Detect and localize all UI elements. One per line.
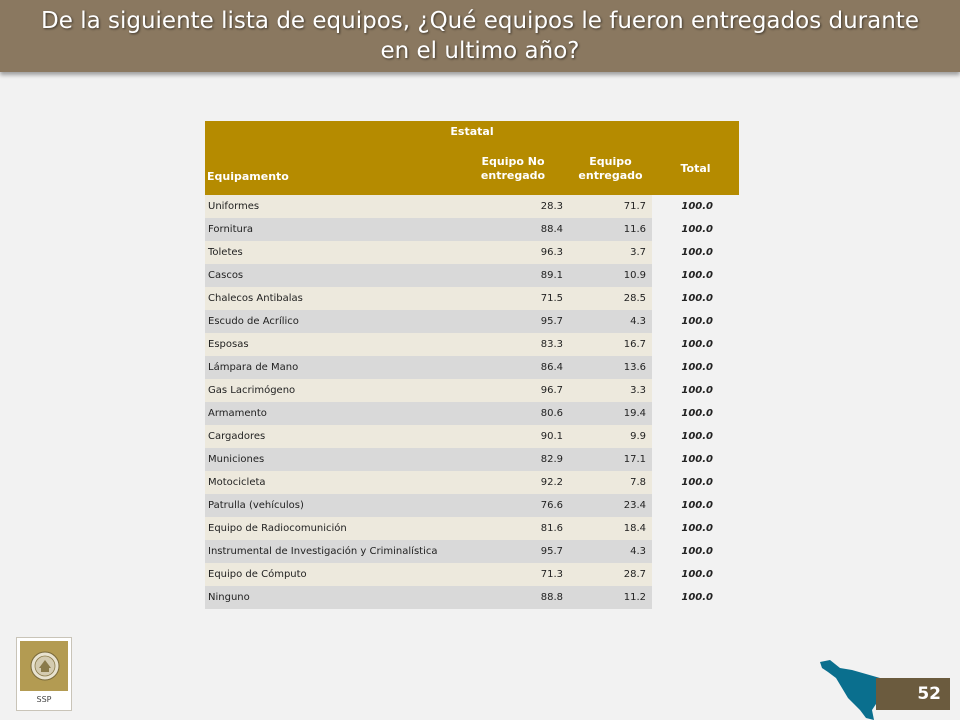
equipment-name-cell: Lámpara de Mano	[205, 356, 457, 379]
no-entregado-cell: 86.4	[457, 356, 569, 379]
equipment-table	[205, 121, 739, 609]
entregado-cell: 4.3	[569, 310, 652, 333]
total-cell: 100.0	[652, 494, 739, 517]
entregado-cell: 3.7	[569, 241, 652, 264]
total-cell: 100.0	[652, 241, 739, 264]
table-row	[205, 586, 739, 609]
no-entregado-cell: 71.5	[457, 287, 569, 310]
total-cell: 100.0	[652, 563, 739, 586]
equipment-name-cell: Gas Lacrimógeno	[205, 379, 457, 402]
entregado-cell: 4.3	[569, 540, 652, 563]
no-entregado-cell: 92.2	[457, 471, 569, 494]
total-cell: 100.0	[652, 195, 739, 218]
logo-label: SSP	[36, 695, 52, 704]
total-cell: 100.0	[652, 540, 739, 563]
table-row	[205, 241, 739, 264]
no-entregado-cell: 82.9	[457, 448, 569, 471]
total-cell: 100.0	[652, 310, 739, 333]
title-bar	[0, 0, 960, 72]
total-cell: 100.0	[652, 333, 739, 356]
total-cell: 100.0	[652, 448, 739, 471]
column-header-entregado: Equipo entregado	[569, 142, 652, 195]
entregado-cell: 13.6	[569, 356, 652, 379]
equipment-name-cell: Fornitura	[205, 218, 457, 241]
equipment-name-cell: Armamento	[205, 402, 457, 425]
no-entregado-cell: 80.6	[457, 402, 569, 425]
no-entregado-cell: 89.1	[457, 264, 569, 287]
equipment-name-cell: Escudo de Acrílico	[205, 310, 457, 333]
table-row	[205, 471, 739, 494]
group-header-estatal: Estatal	[205, 121, 739, 142]
no-entregado-cell: 88.8	[457, 586, 569, 609]
table-row	[205, 494, 739, 517]
no-entregado-cell: 95.7	[457, 310, 569, 333]
equipment-name-cell: Instrumental de Investigación y Criminalística	[205, 540, 457, 563]
entregado-cell: 28.7	[569, 563, 652, 586]
total-cell: 100.0	[652, 402, 739, 425]
slide-title: De la siguiente lista de equipos, ¿Qué equipos le fueron entregados durante en el ultimo año?	[41, 8, 919, 64]
table-row	[205, 264, 739, 287]
page-number: 52	[876, 678, 950, 710]
entregado-cell: 23.4	[569, 494, 652, 517]
table-row	[205, 287, 739, 310]
table-group-header-row	[205, 121, 739, 142]
equipment-name-cell: Toletes	[205, 241, 457, 264]
column-header-total: Total	[652, 142, 739, 195]
no-entregado-cell: 81.6	[457, 517, 569, 540]
entregado-cell: 11.2	[569, 586, 652, 609]
table-row	[205, 425, 739, 448]
entregado-cell: 11.6	[569, 218, 652, 241]
total-cell: 100.0	[652, 517, 739, 540]
table-row	[205, 195, 739, 218]
equipment-name-cell: Equipo de Radiocomunición	[205, 517, 457, 540]
no-entregado-cell: 76.6	[457, 494, 569, 517]
equipment-name-cell: Equipo de Cómputo	[205, 563, 457, 586]
equipment-name-cell: Cascos	[205, 264, 457, 287]
equipment-name-cell: Municiones	[205, 448, 457, 471]
total-cell: 100.0	[652, 356, 739, 379]
table-row	[205, 218, 739, 241]
equipment-name-cell: Motocicleta	[205, 471, 457, 494]
equipment-name-cell: Cargadores	[205, 425, 457, 448]
table-row	[205, 540, 739, 563]
table-row	[205, 356, 739, 379]
entregado-cell: 7.8	[569, 471, 652, 494]
equipment-name-cell: Uniformes	[205, 195, 457, 218]
total-cell: 100.0	[652, 218, 739, 241]
column-header-no-entregado: Equipo No entregado	[457, 142, 569, 195]
entregado-cell: 10.9	[569, 264, 652, 287]
total-cell: 100.0	[652, 264, 739, 287]
entregado-cell: 16.7	[569, 333, 652, 356]
no-entregado-cell: 88.4	[457, 218, 569, 241]
no-entregado-cell: 83.3	[457, 333, 569, 356]
table-body	[205, 195, 739, 609]
table-header-row	[205, 142, 739, 195]
entregado-cell: 71.7	[569, 195, 652, 218]
no-entregado-cell: 28.3	[457, 195, 569, 218]
no-entregado-cell: 95.7	[457, 540, 569, 563]
table-row	[205, 517, 739, 540]
total-cell: 100.0	[652, 379, 739, 402]
entregado-cell: 17.1	[569, 448, 652, 471]
entregado-cell: 28.5	[569, 287, 652, 310]
table-row	[205, 563, 739, 586]
table-row	[205, 379, 739, 402]
entregado-cell: 9.9	[569, 425, 652, 448]
column-header-equipamento: Equipamento	[205, 142, 457, 195]
ssp-logo	[16, 637, 72, 711]
equipment-name-cell: Esposas	[205, 333, 457, 356]
no-entregado-cell: 90.1	[457, 425, 569, 448]
total-cell: 100.0	[652, 425, 739, 448]
logo-emblem-background	[20, 641, 68, 691]
equipment-name-cell: Patrulla (vehículos)	[205, 494, 457, 517]
total-cell: 100.0	[652, 287, 739, 310]
equipment-name-cell: Ninguno	[205, 586, 457, 609]
entregado-cell: 3.3	[569, 379, 652, 402]
total-cell: 100.0	[652, 471, 739, 494]
table-row	[205, 333, 739, 356]
table-row	[205, 448, 739, 471]
entregado-cell: 18.4	[569, 517, 652, 540]
entregado-cell: 19.4	[569, 402, 652, 425]
no-entregado-cell: 71.3	[457, 563, 569, 586]
equipment-name-cell: Chalecos Antibalas	[205, 287, 457, 310]
no-entregado-cell: 96.3	[457, 241, 569, 264]
total-cell: 100.0	[652, 586, 739, 609]
table-row	[205, 402, 739, 425]
seal-icon	[30, 651, 60, 681]
no-entregado-cell: 96.7	[457, 379, 569, 402]
table-row	[205, 310, 739, 333]
